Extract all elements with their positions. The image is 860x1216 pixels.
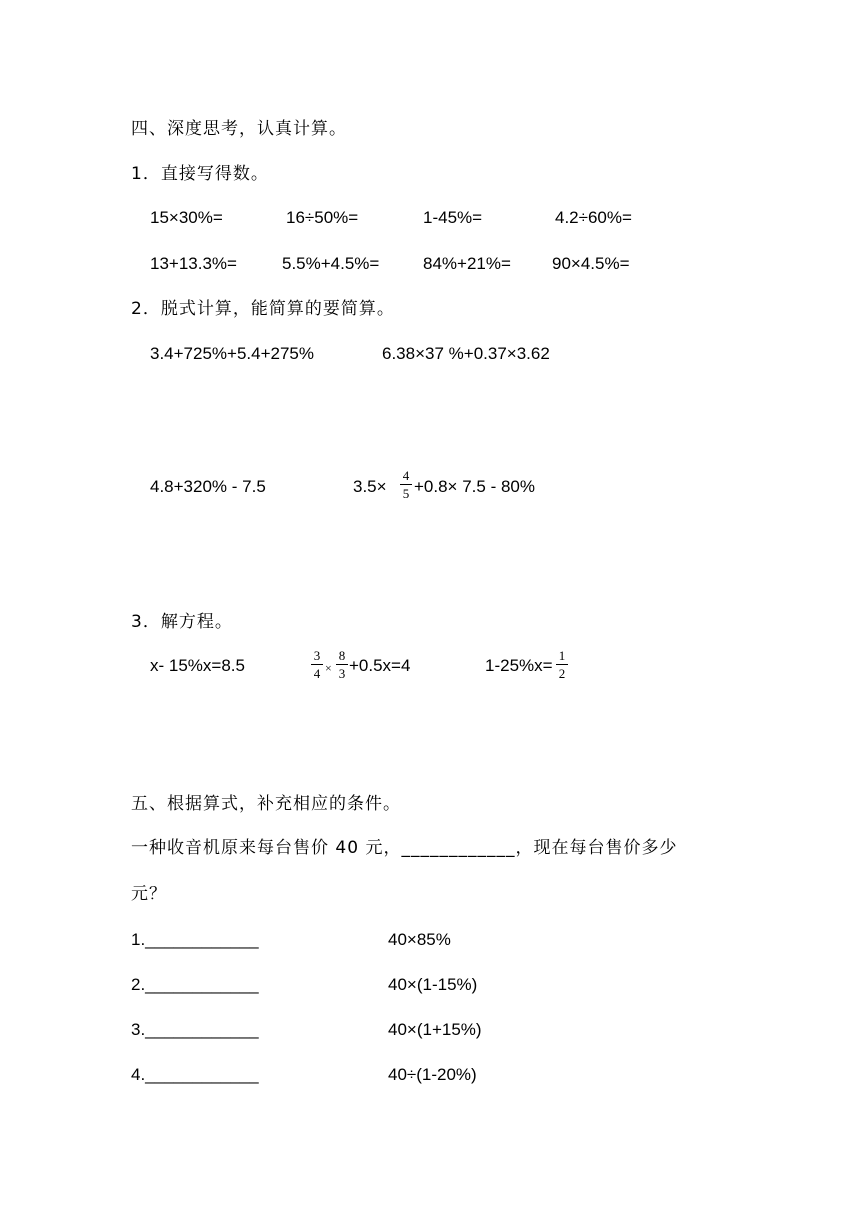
condition-expr-2: 40×(1-15%)	[388, 975, 478, 994]
fraction-bar	[336, 664, 348, 665]
condition-label-2: 2.____________	[131, 975, 259, 994]
fraction-denominator: 2	[558, 666, 566, 681]
q1-title: 1．直接写得数。	[131, 164, 269, 184]
q3-eq-1: x- 15%x=8.5	[150, 656, 245, 675]
fraction-bar	[556, 664, 568, 665]
q3-title: 3．解方程。	[131, 612, 233, 632]
fraction-bar	[311, 664, 323, 665]
q2-expr-1: 3.4+725%+5.4+275%	[150, 344, 315, 363]
q1-expr-8: 90×4.5%=	[552, 254, 630, 273]
q3-fraction-b	[336, 648, 348, 681]
q3-fraction-a	[311, 648, 323, 681]
q1-expr-4: 4.2÷60%=	[555, 208, 632, 227]
q3-times-sign: ×	[325, 661, 332, 675]
q3-eq-2-post: +0.5x=4	[349, 656, 411, 675]
q2-expr-2: 6.38×37 %+0.37×3.62	[382, 344, 550, 363]
fraction-numerator: 1	[558, 648, 566, 663]
condition-expr-3: 40×(1+15%)	[388, 1020, 482, 1039]
q2-fraction	[400, 468, 412, 501]
fraction-numerator: 8	[338, 648, 346, 663]
problem-line-1: 一种收音机原来每台售价 40 元，____________，现在每台售价多少	[131, 838, 678, 858]
q3-eq-3-pre: 1-25%x=	[485, 656, 553, 675]
q2-expr-4-post: +0.8× 7.5 - 80%	[414, 477, 535, 496]
q2-expr-3: 4.8+320% - 7.5	[150, 477, 266, 496]
condition-expr-1: 40×85%	[388, 930, 451, 949]
q1-expr-7: 84%+21%=	[423, 254, 511, 273]
condition-label-1: 1.____________	[131, 930, 259, 949]
q1-expr-2: 16÷50%=	[286, 208, 359, 227]
q2-expr-4-pre: 3.5×	[353, 477, 387, 496]
problem-line-2: 元？	[131, 884, 167, 904]
condition-label-4: 4.____________	[131, 1065, 259, 1084]
q1-expr-5: 13+13.3%=	[150, 254, 237, 273]
q1-expr-6: 5.5%+4.5%=	[282, 254, 380, 273]
fraction-bar	[400, 484, 412, 485]
fraction-denominator: 3	[338, 666, 346, 681]
section5-title: 五、根据算式，补充相应的条件。	[131, 794, 401, 814]
q2-title: 2．脱式计算，能简算的要简算。	[131, 299, 395, 319]
section4-title: 四、深度思考，认真计算。	[131, 119, 347, 139]
q1-expr-3: 1-45%=	[423, 208, 483, 227]
fraction-numerator: 4	[402, 468, 410, 483]
fraction-numerator: 3	[313, 648, 321, 663]
q1-expr-1: 15×30%=	[150, 208, 223, 227]
condition-expr-4: 40÷(1-20%)	[388, 1065, 477, 1084]
fraction-denominator: 4	[313, 666, 321, 681]
fraction-denominator: 5	[402, 486, 410, 501]
q3-fraction-c	[556, 648, 568, 681]
condition-label-3: 3.____________	[131, 1020, 259, 1039]
